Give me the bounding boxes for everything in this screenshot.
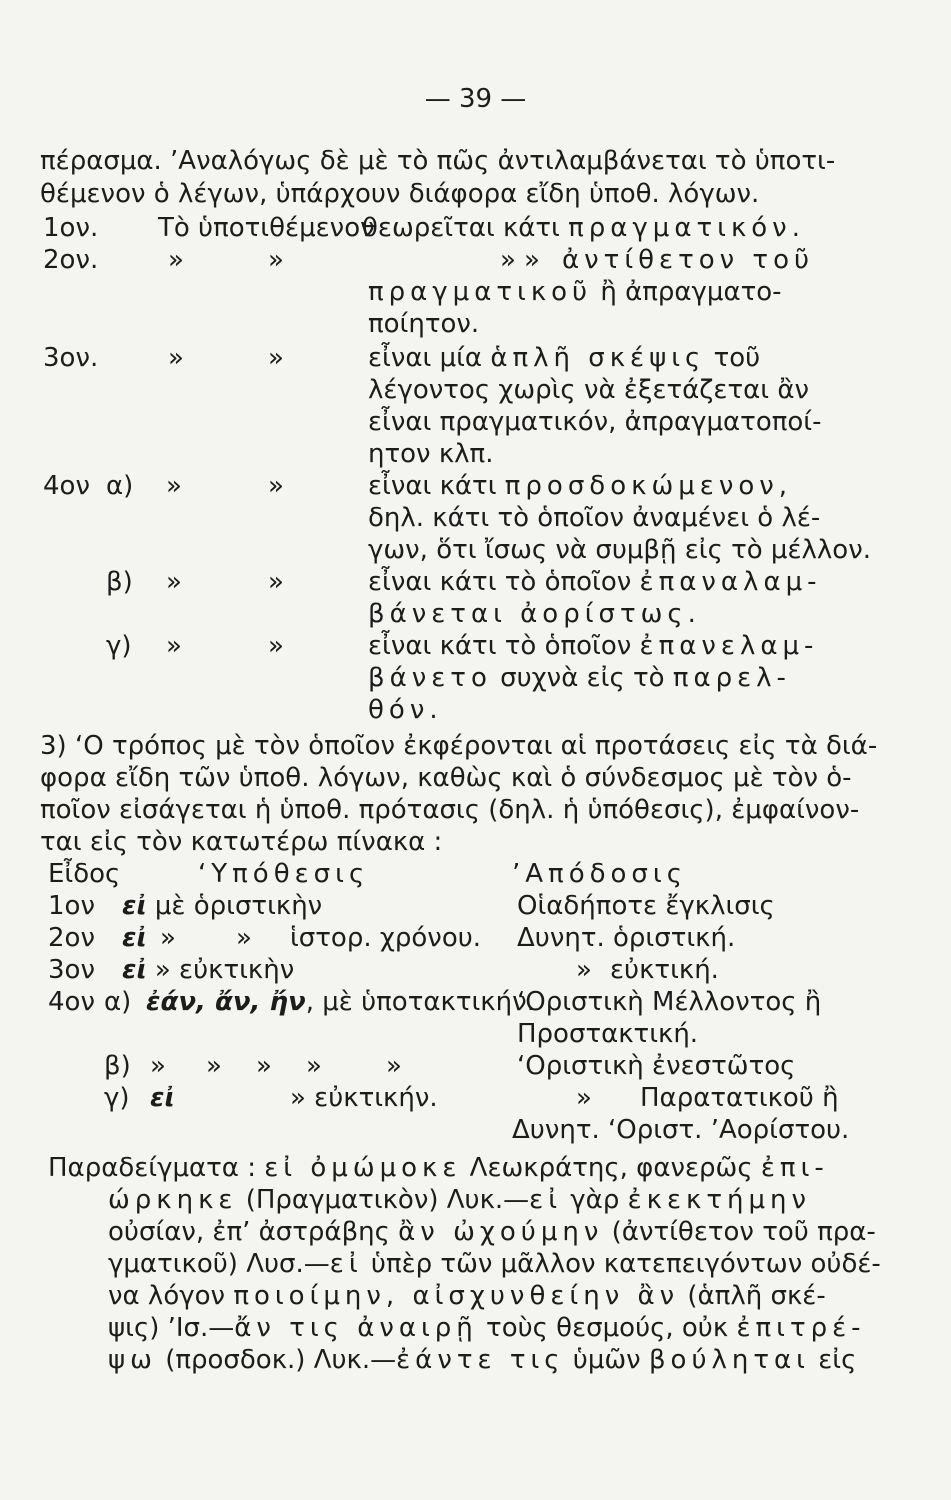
table-row-2-num: 2ον <box>48 923 95 953</box>
table-row-4c-apod-2: Δυνητ. ‘Οριστ. ’Αορίστου. <box>512 1115 850 1145</box>
examples-line-6: ψις) ’Ισ.—ἄν τις ἀναιρῇ τοὺς θεσμούς, οὐκ ἐπιτρέ- <box>108 1313 866 1343</box>
table-header-apodosis: ’Απόδοσις <box>512 859 687 889</box>
table-header-hypothesis: ‘Υπόθεσις <box>198 859 370 889</box>
table-row-1-apod: Οἱαδήποτε ἔγκλισις <box>517 891 775 921</box>
table-row-4b-ditto-4: » <box>306 1051 322 1081</box>
table-row-2-ditto-2: » <box>236 923 252 953</box>
item-4c-text-1: εἶναι κάτι τὸ ὁποῖον ἐπανελαμ- <box>368 631 819 661</box>
item-2-text-d: ποίητον. <box>368 309 480 339</box>
item-4b-text-2: βάνεται ἀορίστως. <box>368 599 701 629</box>
examples-line-1: Παραδείγματα : εἰ ὀμώμοκε Λεωκράτης, φανερῶς ἐπι- <box>48 1153 829 1183</box>
table-row-2-conj: εἰ <box>122 923 147 953</box>
examples-line-7: ψω (προσδοκ.) Λυκ.—ἐάντε τις ὑμῶν βούληται εἰς <box>108 1345 857 1375</box>
item-4b-sub: β) <box>106 567 133 597</box>
table-row-2-hyp: ἱστορ. χρόνου. <box>290 923 482 953</box>
item-4a-text-1: εἶναι κάτι προσδοκώμενον, <box>368 471 793 501</box>
table-row-4b-ditto-3: » <box>256 1051 272 1081</box>
item-3-text-2: λέγοντος χωρὶς νὰ ἐξετάζεται ἂν <box>368 375 809 405</box>
section3-line-1: 3) ‘Ο τρόπος μὲ τὸν ὁποῖον ἐκφέρονται αἱ προτάσεις εἰς τὰ διά- <box>40 731 878 761</box>
table-row-3-hyp: εἰ » εὐκτικὴν <box>122 955 295 985</box>
item-4c-text-2: βάνετο συχνὰ εἰς τὸ παρελ- <box>368 663 791 693</box>
table-row-3-apod: εὐκτική. <box>610 955 719 985</box>
table-row-4b-ditto-2: » <box>206 1051 222 1081</box>
examples-line-3: οὐσίαν, ἐπ’ ἀστράβης ἂν ὠχούμην (ἀντίθετον τοῦ πρα- <box>108 1217 876 1247</box>
item-2-ditto-4: » <box>524 245 540 275</box>
examples-line-2: ώρκηκε (Πραγματικὸν) Λυκ.—εἰ γὰρ ἐκεκτήμην <box>108 1185 812 1215</box>
item-4b-text-1: εἶναι κάτι τὸ ὁποῖον ἐπαναλαμ- <box>368 567 822 597</box>
item-2-ditto-3: » <box>500 245 516 275</box>
section3-line-4: ται εἰς τὸν κατωτέρω πίνακα : <box>40 827 443 857</box>
table-row-4b-sub: β) <box>104 1051 131 1081</box>
item-4b-ditto-1: » <box>166 567 182 597</box>
table-row-4b-ditto-5: » <box>386 1051 402 1081</box>
table-row-1-hyp: εἰ μὲ ὁριστικὴν <box>122 891 323 921</box>
item-4c-sub: γ) <box>106 631 132 661</box>
examples-line-5: να λόγον ποιοίμην, αἰσχυνθείην ἂν (ἁπλῆ σκέ- <box>108 1281 826 1311</box>
table-row-1-num: 1ον <box>48 891 95 921</box>
table-header-kind: Εἶδος <box>48 859 121 889</box>
table-row-4c-conj: εἰ <box>150 1083 175 1113</box>
item-2-ditto-1: » <box>168 245 184 275</box>
section3-line-2: φορα εἴδη τῶν ὑποθ. λόγων, καθὼς καὶ ὁ σύνδεσμος μὲ τὸν ὁ- <box>40 763 852 793</box>
item-4a-ditto-2: » <box>268 471 284 501</box>
item-4b-ditto-2: » <box>268 567 284 597</box>
item-4c-ditto-1: » <box>166 631 182 661</box>
table-row-4a-hyp: ἐάν, ἄν, ἤν, μὲ ὑποτακτικήν. <box>146 987 535 1017</box>
item-1-number: 1ον. <box>43 213 99 243</box>
item-4-number: 4ον <box>43 471 90 501</box>
table-row-4c-apod-ditto: » <box>576 1083 592 1113</box>
table-row-4c-apod: Παρατατικοῦ ἢ <box>640 1083 839 1113</box>
item-3-text-1: εἶναι μία ἁπλῆ σκέψις τοῦ <box>368 343 761 373</box>
item-2-ditto-2: » <box>268 245 284 275</box>
table-row-4c-hyp: » εὐκτικήν. <box>290 1083 438 1113</box>
item-3-text-4: ητον κλπ. <box>368 439 494 469</box>
table-row-4a-sub: α) <box>104 987 132 1017</box>
table-row-4c-sub: γ) <box>104 1083 130 1113</box>
table-row-2-apod: Δυνητ. ὁριστική. <box>517 923 736 953</box>
item-2-text-b: πραγματικοῦ ἢ ἀπραγματο- <box>368 277 782 307</box>
item-2-text-a: ἀντίθετον τοῦ <box>562 245 815 275</box>
intro-line-2: θέμενον ὁ λέγων, ὑπάρχουν διάφορα εἴδη ὑποθ. λόγων. <box>40 179 760 209</box>
item-3-text-3: εἶναι πραγματικόν, ἀπραγματοποί- <box>368 407 822 437</box>
item-4a-text-3: γων, ὅτι ἴσως νὰ συμβῇ εἰς τὸ μέλλον. <box>368 535 872 565</box>
table-row-2-ditto-1: » <box>160 923 176 953</box>
item-4a-ditto-1: » <box>166 471 182 501</box>
examples-line-4: γματικοῦ) Λυσ.—εἰ ὑπὲρ τῶν μᾶλλον κατεπειγόντων οὐδέ- <box>108 1249 881 1279</box>
table-row-4a-apod: ‘Οριστικὴ Μέλλοντος ἢ <box>517 987 822 1017</box>
item-4c-ditto-2: » <box>268 631 284 661</box>
table-row-4a-apod-2: Προστακτική. <box>517 1019 699 1049</box>
item-1-subject: Τὸ ὑποτιθέμενον <box>158 213 375 243</box>
table-row-3-num: 3ον <box>48 955 95 985</box>
item-1-text: θεωρεῖται κάτι πραγματικόν. <box>362 213 805 243</box>
table-row-3-apod-ditto: » <box>576 955 592 985</box>
table-row-4b-ditto-1: » <box>150 1051 166 1081</box>
table-row-4-num: 4ον <box>48 987 95 1017</box>
item-2-number: 2ον. <box>43 245 99 275</box>
item-3-ditto-2: » <box>268 343 284 373</box>
item-4c-text-3: θόν. <box>368 695 443 725</box>
page-number: — 39 — <box>424 84 527 114</box>
table-row-4b-apod: ‘Οριστικὴ ἐνεστῶτος <box>517 1051 796 1081</box>
section3-line-3: ποῖον εἰσάγεται ἡ ὑποθ. πρότασις (δηλ. ἡ ὑπόθεσις), ἐμφαίνον- <box>40 795 860 825</box>
item-4a-sub: α) <box>106 471 134 501</box>
intro-line-1: πέρασμα. ’Αναλόγως δὲ μὲ τὸ πῶς ἀντιλαμβάνεται τὸ ὑποτι- <box>40 146 836 176</box>
item-4a-text-2: δηλ. κάτι τὸ ὁποῖον ἀναμένει ὁ λέ- <box>368 503 821 533</box>
item-3-ditto-1: » <box>168 343 184 373</box>
item-3-number: 3ον. <box>43 343 99 373</box>
